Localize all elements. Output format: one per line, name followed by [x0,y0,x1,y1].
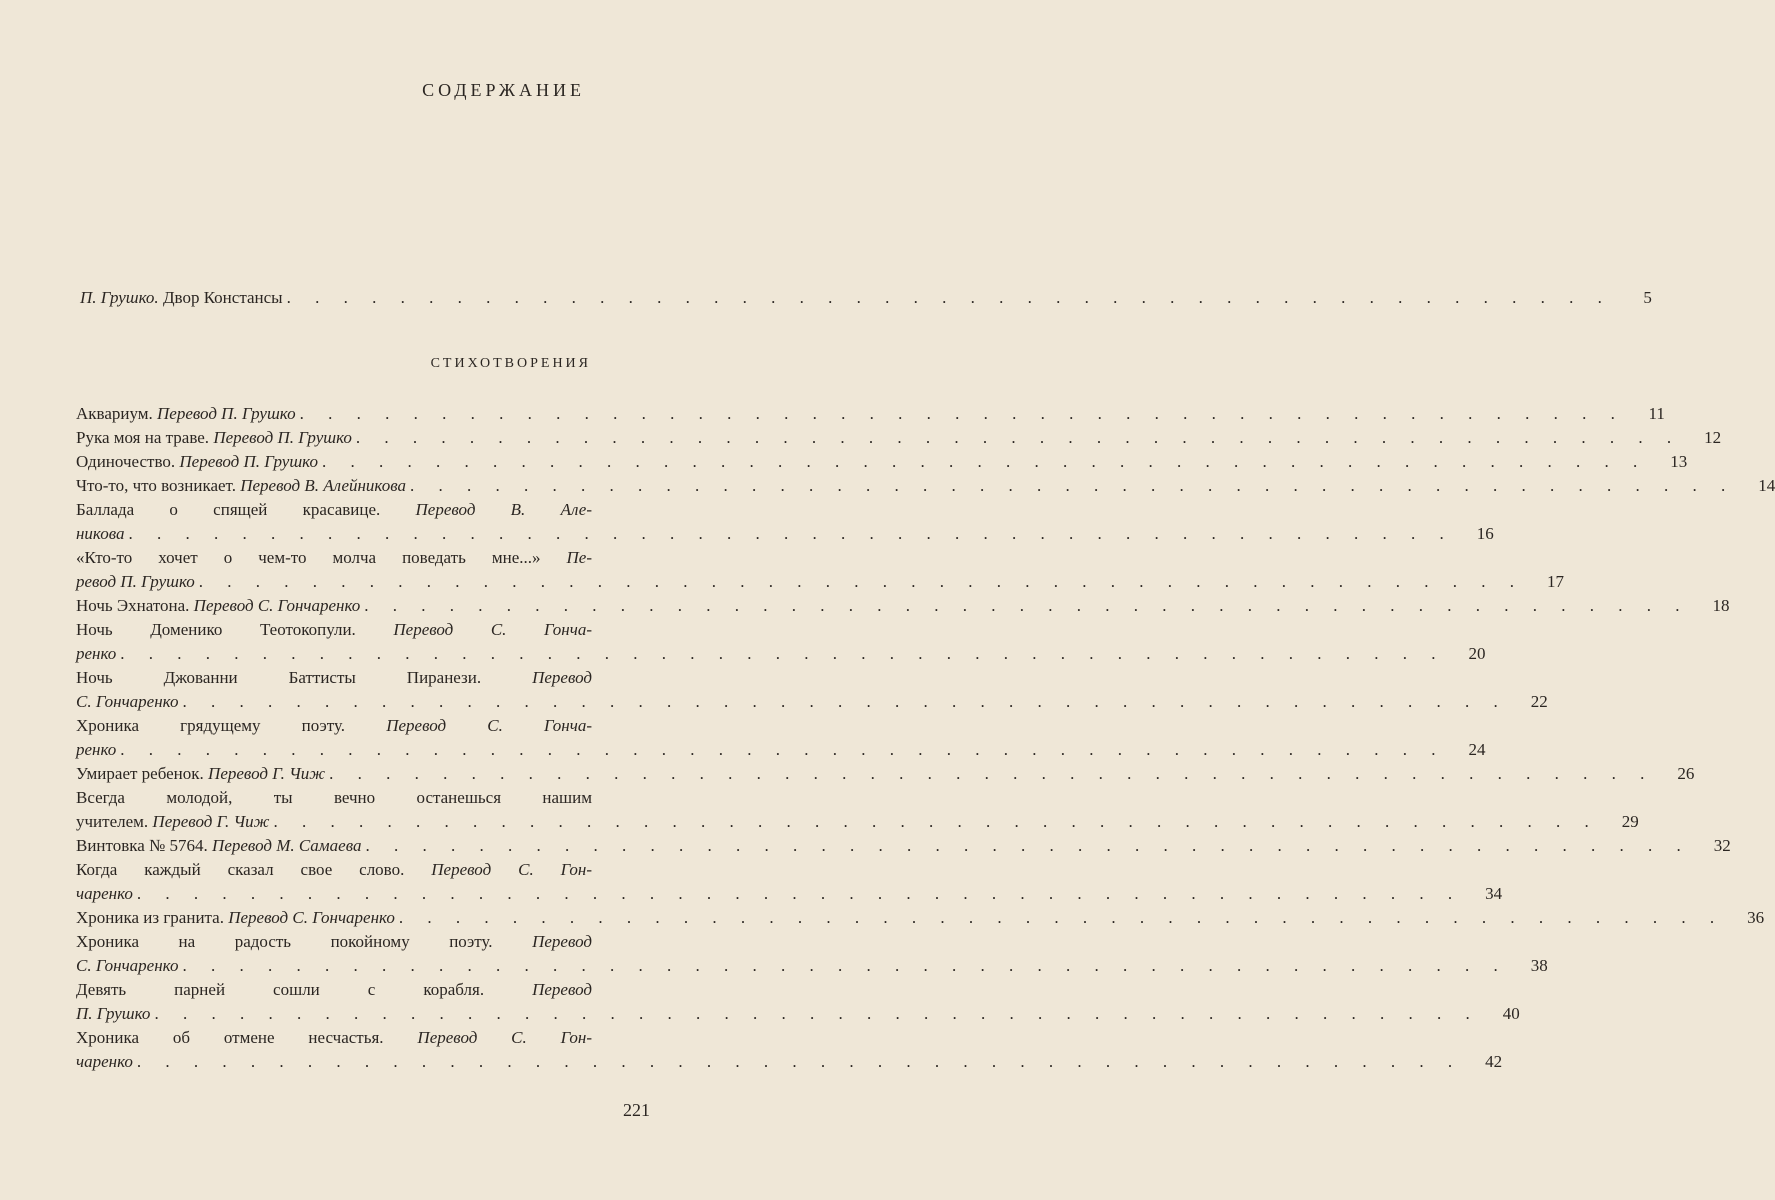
dot-leader: . . . . . . . . . . . . . . . . . . . . . . . . . . . . . . . . . . . . . . . . . . . . . . . [398,908,1725,927]
toc-entry-text [76,498,592,522]
toc-entry-translator: Перевод В. Алейникова [240,476,407,495]
dot-leader: . . . . . . . . . . . . . . . . . . . . . . . . . . . . . . . . . . . . . . . . . . . . . . . [364,596,1690,615]
toc-entry-title: Хроника об отмене несчастья. [76,1028,418,1047]
dot-leader: . . . . . . . . . . . . . . . . . . . . . . . . . . . . . . . . . . . . . . . . . . . . . . . [128,524,1454,543]
toc-entry-text [76,474,406,498]
toc-entry-text [76,786,592,810]
toc-entry-text [76,546,592,570]
toc-entry-translator: Перевод Г. Чиж [152,812,270,831]
toc-entry [76,714,1486,762]
toc-entry [76,858,1503,906]
toc-entry [76,930,1548,978]
toc-page-number: 22 [1530,692,1548,711]
toc-entry-title: «Кто-то хочет о чем-то молча поведать мне...» [76,548,567,567]
toc-entry-text [76,834,361,858]
toc-entry [76,402,1665,426]
toc-entry-text [76,930,592,954]
toc-entry-translator: Перевод С. Гончаренко [193,596,361,615]
toc-entry-translator: Перевод С. Гонча- [386,716,593,735]
toc-page-number: 40 [1502,1004,1520,1023]
toc-entry-translator: ревод П. Грушко [76,572,195,591]
toc-entry-text [76,666,592,690]
toc-entry-text [76,1002,150,1026]
toc-page-number: 36 [1747,908,1765,927]
toc-entry [76,762,1695,786]
toc-page-number: 11 [1648,404,1665,423]
intro-page-number: 5 [1643,288,1652,307]
section-heading: СТИХОТВОРЕНИЯ [430,356,591,371]
dot-leader: . . . . . . . . . . . . . . . . . . . . . . . . . . . . . . . . . . . . . . . . . . . . . . . [273,812,1599,831]
toc-entry-text [76,450,318,474]
toc-entry-title: Ночь Джованни Баттисты Пиранези. [76,668,533,687]
toc-entry-text [76,1050,133,1074]
toc-page-number: 24 [1468,740,1486,759]
toc-entry-title: Баллада о спящей красавице. [76,500,416,519]
toc-entry-text [76,642,116,666]
toc-entry-translator: С. Гончаренко [76,692,179,711]
toc-entry [76,618,1486,666]
toc-entry-text [76,978,592,1002]
toc-intro-entry [80,286,1652,310]
dot-leader: . . . . . . . . . . . . . . . . . . . . . . . . . . . . . . . . . . . . . . . . . . . . . . . [120,644,1446,663]
toc-entry-text [76,714,592,738]
toc-entry [76,498,1494,546]
toc-entry-text [76,906,395,930]
dot-leader: . . . . . . . . . . . . . . . . . . . . . . . . . . . . . . . . . . . . . . . . . . . . . . . [299,404,1625,423]
toc-entry-title: Хроника на радость покойному поэту. [76,932,533,951]
toc-entry-text [76,402,296,426]
toc-entry-title: Всегда молодой, ты вечно останешься нашим [76,788,592,807]
toc-entry-title: Ночь Эхнатона. [76,596,194,615]
toc-entry-translator: Перевод П. Грушко [213,428,352,447]
dot-leader: . . . . . . . . . . . . . . . . . . . . . . . . . . . . . . . . . . . . . . . . . . . . . . . [120,740,1446,759]
dot-leader: . . . . . . . . . . . . . . . . . . . . . . . . . . . . . . . . . . . . . . . . . . . . . . . [286,288,1612,307]
intro-title: Двор Констансы [162,288,283,307]
toc-entry-translator: Перевод С. Гонча- [393,620,593,639]
toc-entry-translator: чаренко [76,884,133,903]
toc-page-number: 17 [1547,572,1565,591]
toc-entry-text [76,690,178,714]
dot-leader: . . . . . . . . . . . . . . . . . . . . . . . . . . . . . . . . . . . . . . . . . . . . . . . [365,836,1691,855]
toc-entry-text [76,1026,592,1050]
toc-list [76,402,1775,1074]
toc-page-number: 42 [1485,1052,1503,1071]
toc-entry-text [76,954,178,978]
toc-page-number: 14 [1758,476,1775,495]
toc-entry-title: Винтовка № 5764. [76,836,213,855]
toc-entry-title: Девять парней сошли с корабля. [76,980,533,999]
toc-entry-title: Что-то, что возникает. [76,476,241,495]
toc-entry [76,666,1548,714]
toc-page-number: 13 [1670,452,1688,471]
toc-entry [76,978,1520,1026]
toc-entry-text [76,762,325,786]
toc-entry [76,834,1731,858]
toc-entry-translator: чаренко [76,1052,133,1071]
dot-leader: . . . . . . . . . . . . . . . . . . . . . . . . . . . . . . . . . . . . . . . . . . . . . . . [329,764,1655,783]
toc-entry-translator: никова [76,524,125,543]
toc-entry [76,906,1765,930]
toc-page-number: 12 [1704,428,1722,447]
toc-entry-title: Хроника из гранита. [76,908,229,927]
toc-entry-translator: Перевод С. Гончаренко [228,908,395,927]
toc-entry [76,1026,1503,1074]
toc-entry-title: Ночь Доменико Теотокопули. [76,620,394,639]
page-title: СОДЕРЖАНИЕ [422,80,585,100]
toc-entry-translator: Перевод Г. Чиж [208,764,326,783]
toc-entry-text [76,594,360,618]
dot-leader: . . . . . . . . . . . . . . . . . . . . . . . . . . . . . . . . . . . . . . . . . . . . . . . [410,476,1736,495]
toc-entry-translator: Перевод С. Гон- [417,1028,593,1047]
dot-leader: . . . . . . . . . . . . . . . . . . . . . . . . . . . . . . . . . . . . . . . . . . . . . . . [182,956,1508,975]
toc-entry-translator: Перевод [532,980,592,999]
toc-entry-title: Одиночество. [76,452,180,471]
toc-entry [76,546,1565,594]
toc-page-number: 16 [1476,524,1494,543]
dot-leader: . . . . . . . . . . . . . . . . . . . . . . . . . . . . . . . . . . . . . . . . . . . . . . . [321,452,1648,471]
toc-entry [76,450,1688,474]
toc-entry [76,594,1730,618]
toc-entry-translator: Перевод М. Самаева [212,836,362,855]
toc-entry-text [76,426,352,450]
toc-entry-translator: Пе- [566,548,592,567]
toc-entry-text [76,522,125,546]
toc-entry-translator: Перевод [532,932,592,951]
toc-entry-text [76,738,116,762]
toc-entry-title: Когда каждый сказал свое слово. [76,860,432,879]
dot-leader: . . . . . . . . . . . . . . . . . . . . . . . . . . . . . . . . . . . . . . . . . . . . . . . [136,884,1463,903]
toc-entry-translator: П. Грушко [76,1004,151,1023]
toc-entry-translator: Перевод С. Гон- [431,860,592,879]
toc-page-number: 38 [1530,956,1548,975]
toc-page-number: 32 [1713,836,1731,855]
toc-entry-translator: ренко [76,644,117,663]
page-number: 221 [623,1100,650,1120]
toc-entry-text [76,618,592,642]
toc-page-number: 34 [1485,884,1503,903]
toc-entry [76,426,1722,450]
toc-entry-title: Аквариум. [76,404,158,423]
toc-entry-translator: Перевод В. Але- [415,500,592,519]
toc-entry-text [76,882,133,906]
dot-leader: . . . . . . . . . . . . . . . . . . . . . . . . . . . . . . . . . . . . . . . . . . . . . . . [136,1052,1463,1071]
toc-entry-translator: С. Гончаренко [76,956,179,975]
toc-page-number: 26 [1677,764,1695,783]
toc-entry-text [76,810,270,834]
toc-page-number: 20 [1468,644,1486,663]
toc-entry-title: учителем. [76,812,153,831]
toc-page-number: 18 [1712,596,1730,615]
toc-page-number: 29 [1621,812,1639,831]
toc-entry-text [76,570,195,594]
toc-entry-title: Рука моя на траве. [76,428,214,447]
dot-leader: . . . . . . . . . . . . . . . . . . . . . . . . . . . . . . . . . . . . . . . . . . . . . . . [355,428,1682,447]
dot-leader: . . . . . . . . . . . . . . . . . . . . . . . . . . . . . . . . . . . . . . . . . . . . . . . [154,1004,1480,1023]
toc-entry-translator: Перевод П. Грушко [157,404,296,423]
toc-entry [76,474,1775,498]
toc-entry-translator: ренко [76,740,117,759]
intro-author: П. Грушко. [80,288,159,307]
toc-entry-title: Умирает ребенок. [76,764,209,783]
toc-entry-translator: Перевод [532,668,592,687]
toc-entry [76,786,1639,834]
dot-leader: . . . . . . . . . . . . . . . . . . . . . . . . . . . . . . . . . . . . . . . . . . . . . . . [198,572,1525,591]
toc-entry-text [76,858,592,882]
toc-entry-title: Хроника грядущему поэту. [76,716,387,735]
dot-leader: . . . . . . . . . . . . . . . . . . . . . . . . . . . . . . . . . . . . . . . . . . . . . . . [182,692,1508,711]
toc-entry-translator: Перевод П. Грушко [179,452,318,471]
